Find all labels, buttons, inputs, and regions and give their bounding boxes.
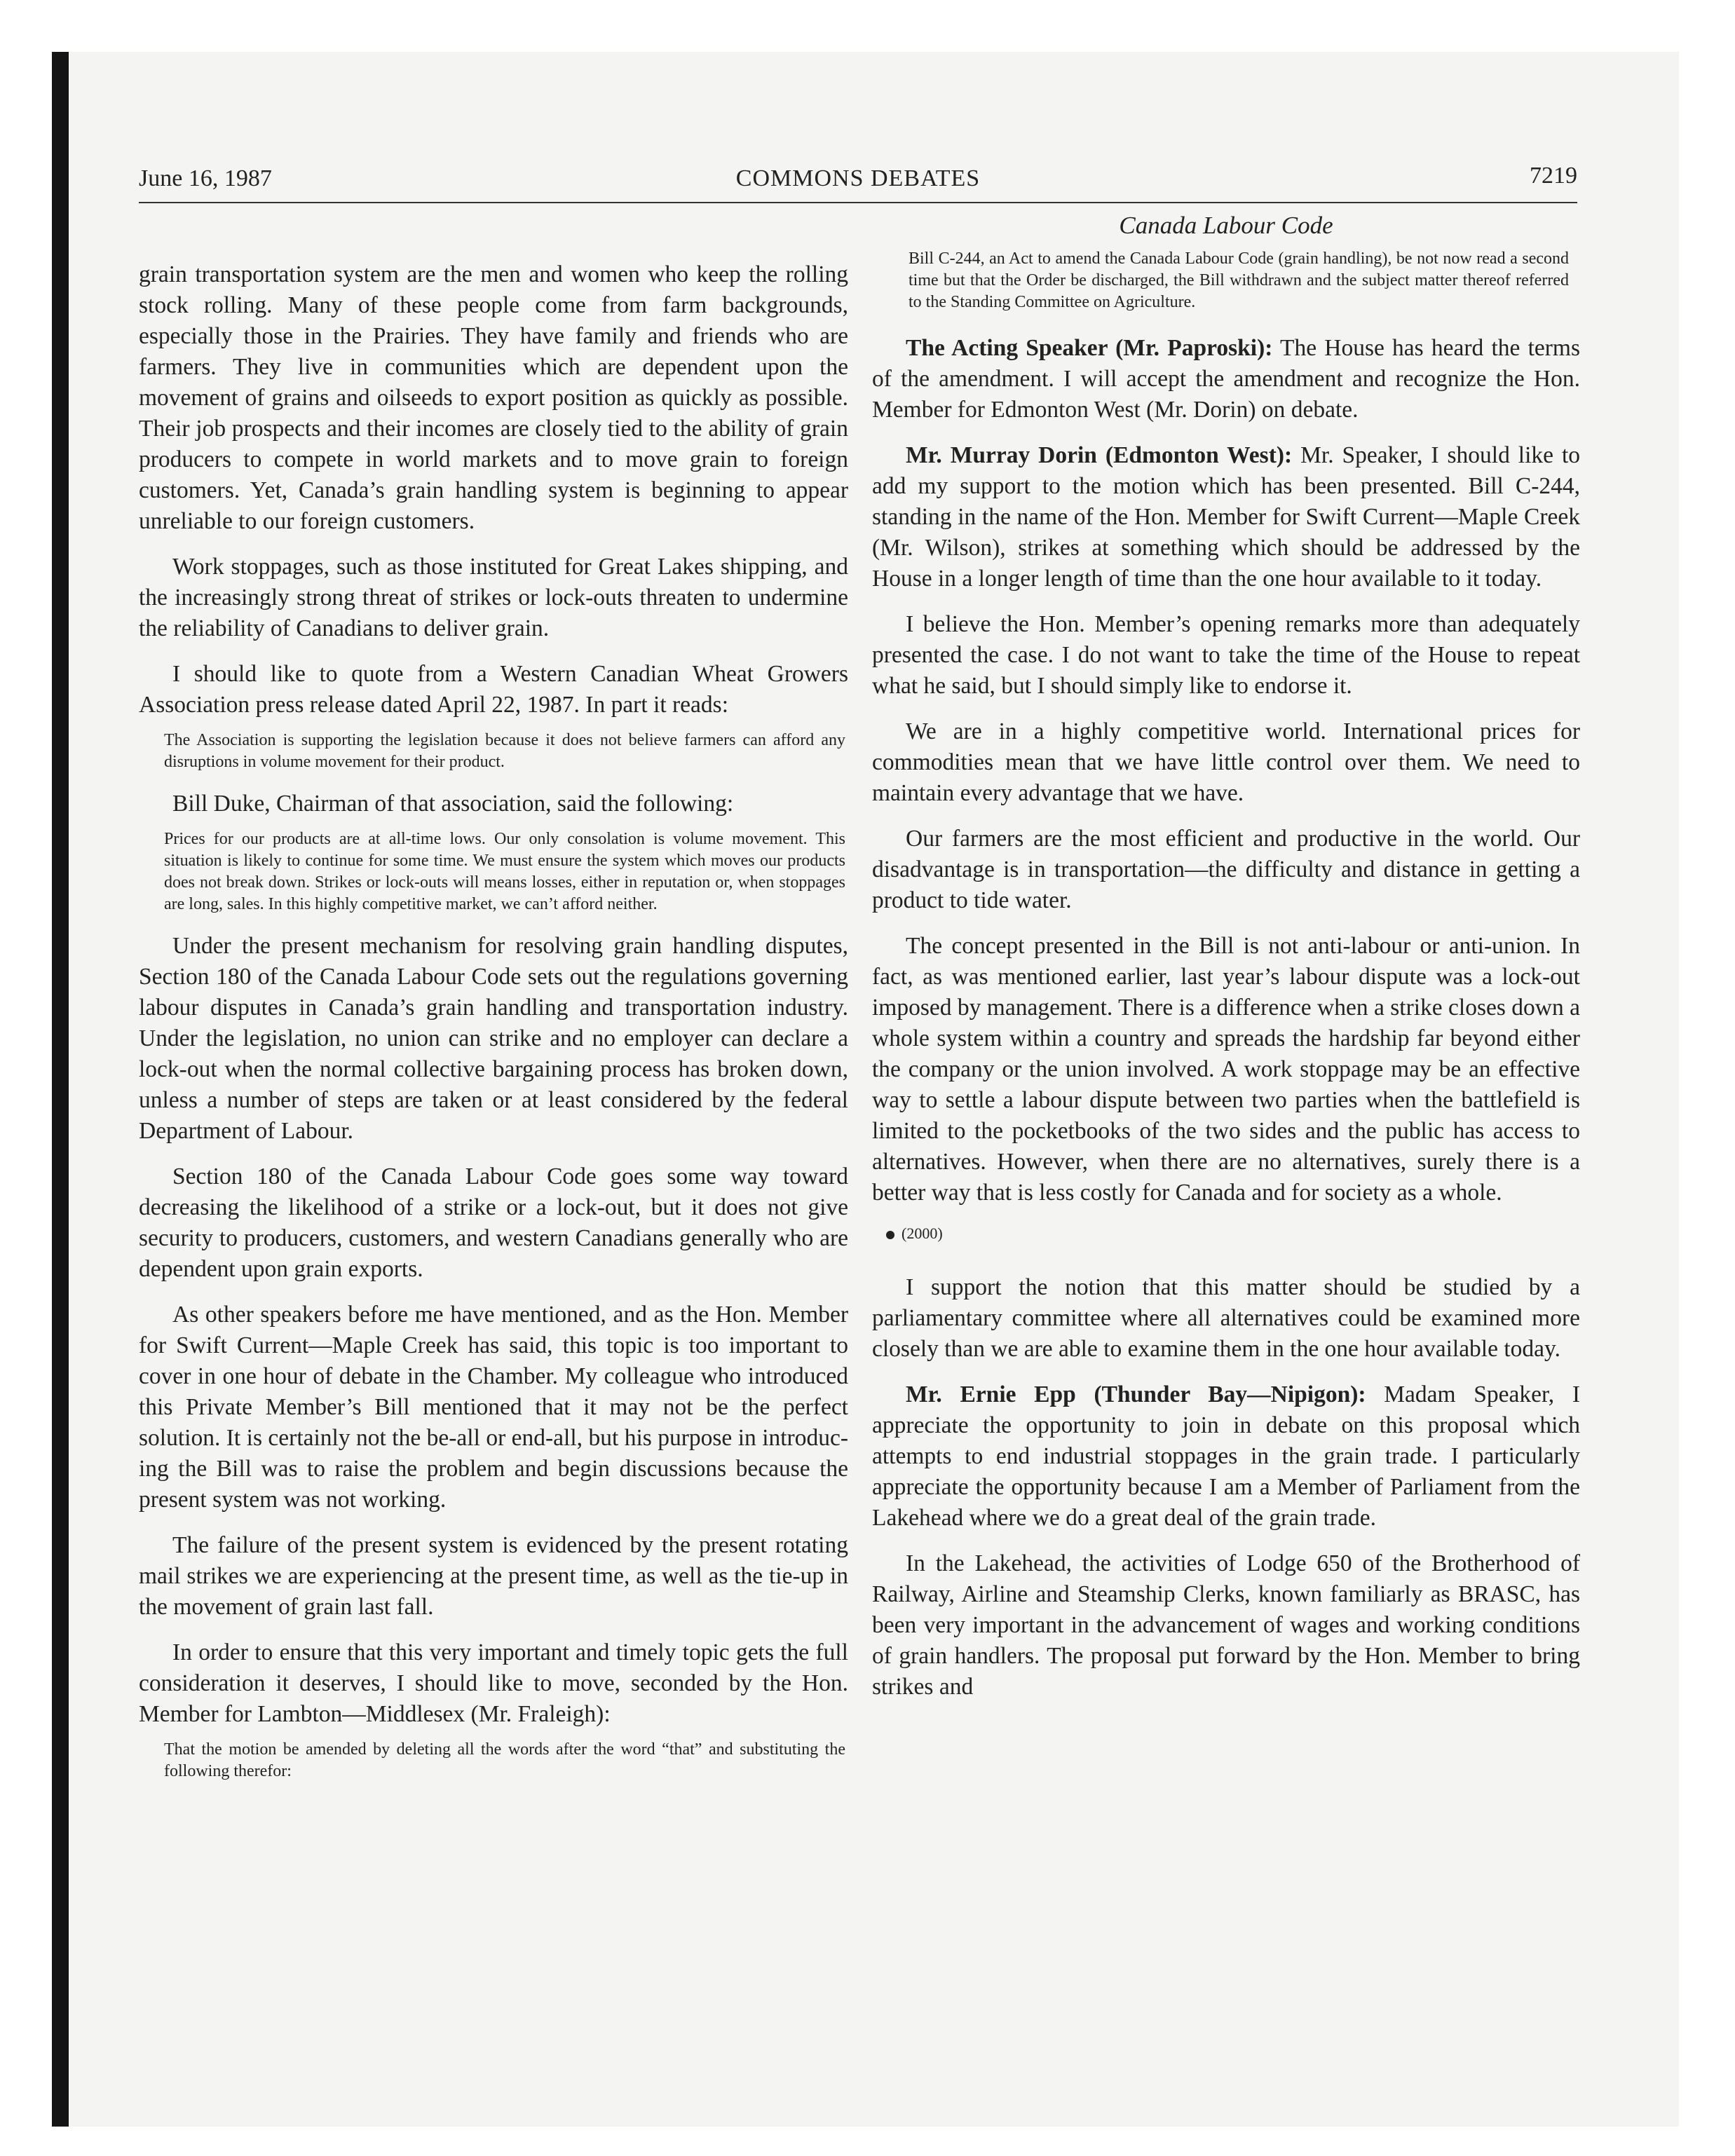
time-marker <box>886 1223 1580 1244</box>
scan-margin-top <box>0 0 1735 52</box>
page-header <box>139 160 1577 203</box>
speech-text: The House has heard the terms of the amendment. I will accept the amendment and recognize the Hon. Member for Edmonton West (Mr. Dorin) on debate. <box>872 335 1580 423</box>
paragraph: The failure of the present system is evidenced by the present rotating mail strikes we are experiencing at the present time, as well as the tie-up in the movement of grain last fall. <box>139 1532 848 1620</box>
paragraph: The concept presented in the Bill is not anti-labour or anti-union. In fact, as was mentioned earlier, last year’s labour dispute was a lock-out imposed by management. There is a difference when a strike closes down a whole system within a country and spreads the hardship far beyond either the company or the union involved. A work stoppage may be an effective way to settle a labour dispute between two parties when the battlefield is limited to the pocketbooks of the two sides and the public has access to alternatives. However, when there are no alternatives, surely there is a better way that is less costly for Canada and for society as a whole. <box>872 933 1580 1206</box>
left-column <box>139 259 848 1798</box>
scan-margin-bottom <box>0 2127 1735 2156</box>
paragraph: I support the notion that this matter should be studied by a parliamentary committee where all alternatives could be examined more closely than we are able to examine them in the one hour available today. <box>872 1274 1580 1362</box>
speech-text: Madam Speaker, I appreciate the opportunity to join in debate on this proposal which attempts to end industrial stoppages in the grain trade. I particularly appreciate the opportunity because I am a Member of Parliament from the Lakehead where we do a great deal of the grain trade. <box>872 1381 1580 1531</box>
paragraph: In order to ensure that this very important and timely topic gets the full consideration it deserves, I should like to move, seconded by the Hon. Member for Lambton—Middlesex (Mr. Fraleigh): <box>139 1639 848 1727</box>
paragraph: Under the present mechanism for resolving grain handling disputes, Section 180 of the Canada Labour Code sets out the regulations governing labour disputes in Canada’s grain handling and transportation industry. Under the legislation, no union can strike and no employer can declare a lock-out when the normal collective bargaining process has broken down, unless a number of steps are taken or at least considered by the federal Department of Labour. <box>139 933 848 1144</box>
paragraph: I should like to quote from a Western Canadian Wheat Growers Association press release dated April 22, 1987. In part it reads: <box>139 661 848 718</box>
paragraph: As other speakers before me have mentioned, and as the Hon. Member for Swift Current—Maple Creek has said, this topic is too important to cover in one hour of debate in the Chamber. My colleague who introduced this Private Member’s Bill mentioned that it may not be the perfect solution. It is certainly not the be-all or end-all, but his purpose in introducing the Bill was to raise the problem and begin discussions because the present system was not working. <box>139 1302 848 1513</box>
right-column <box>872 210 1580 1717</box>
speech-paragraph <box>872 1379 1580 1534</box>
speaker-name: Mr. Murray Dorin (Edmonton West): <box>906 442 1293 468</box>
header-date: June 16, 1987 <box>139 165 272 191</box>
section-title: Canada Labour Code <box>1119 212 1333 239</box>
paragraph: grain transportation system are the men and women who keep the rolling stock rolling. Many of these people come from farm backgrounds, especially those in the Prairies. They have family and friends who are farmers. They live in communities which are dependent upon the movement of grains and oilseeds to export position as quickly as possible. Their job prospects and their incomes are closely tied to the ability of grain producers to compete in world markets and to move grain to foreign customers. Yet, Canada’s grain handling system is beginning to appear unreliable to our foreign customers. <box>139 261 848 534</box>
paragraph: Bill Duke, Chairman of that association, said the following: <box>172 791 734 817</box>
time-marker-text: (2000) <box>901 1224 943 1242</box>
speech-paragraph <box>872 333 1580 425</box>
scan-margin-right <box>1679 0 1735 2156</box>
paragraph: Section 180 of the Canada Labour Code goes some way toward decreasing the likelihood of a strike or a lock-out, but it does not give security to producers, customers, and western Canadians generally who are dependent upon grain exports. <box>139 1164 848 1282</box>
scan-margin-left <box>0 0 52 2156</box>
page-number: 7219 <box>1530 163 1577 189</box>
speaker-name: The Acting Speaker (Mr. Paproski): <box>906 335 1273 361</box>
bill-text: Bill C-244, an Act to amend the Canada Labour Code (grain handling), be not now read a second time but that the Order be discharged, the Bill withdrawn and the subject matter thereof referred to the Standing Committee on Agriculture. <box>909 250 1569 311</box>
bullet-icon <box>886 1231 894 1239</box>
binding-edge <box>52 52 69 2127</box>
speech-paragraph <box>872 440 1580 594</box>
paragraph: Our farmers are the most efficient and productive in the world. Our disadvantage is in transportation—the difficulty and distance in getting a product to tide water. <box>872 826 1580 913</box>
paragraph: We are in a highly competitive world. International prices for commodities mean that we have little control over them. We need to maintain every advantage that we have. <box>872 718 1580 806</box>
block-quote: The Association is supporting the legislation because it does not believe farmers can afford any disruptions in volume movement for their product. <box>164 731 845 771</box>
block-quote: Prices for our products are at all-time lows. Our only consolation is volume movement. This situation is likely to continue for some time. We must ensure the system which moves our products does not break down. Strikes or lock-outs will means losses, either in reputation or, when stoppages are long, sales. In this highly competitive market, we can’t afford neither. <box>164 830 845 913</box>
paragraph: I believe the Hon. Member’s opening remarks more than adequately presented the case. I do not want to take the time of the House to repeat what he said, but I should simply like to endorse it. <box>872 611 1580 699</box>
header-title: COMMONS DEBATES <box>735 165 981 191</box>
speaker-name: Mr. Ernie Epp (Thunder Bay—Nipigon): <box>906 1381 1366 1407</box>
paragraph: In the Lakehead, the activities of Lodge 650 of the Brotherhood of Railway, Airline and Steamship Clerks, known familiarly as BRASC, has been very important in the advancement of wages and working conditions of grain handlers. The proposal put forward by the Hon. Member to bring strikes and <box>872 1550 1580 1700</box>
block-quote: That the motion be amended by deleting all the words after the word “that” and substituting the following therefor: <box>164 1740 845 1780</box>
paragraph: Work stoppages, such as those instituted for Great Lakes shipping, and the increasingly strong threat of strikes or lock-outs threaten to undermine the reliability of Canadians to deliver grain. <box>139 554 848 641</box>
speech-text: Mr. Speaker, I should like to add my support to the motion which has been presented. Bill C-244, standing in the name of the Hon. Member for Swift Current—Maple Creek (Mr. Wilson), strikes at something which should be addressed by the House in a longer length of time than the one hour available to it today. <box>872 442 1581 592</box>
